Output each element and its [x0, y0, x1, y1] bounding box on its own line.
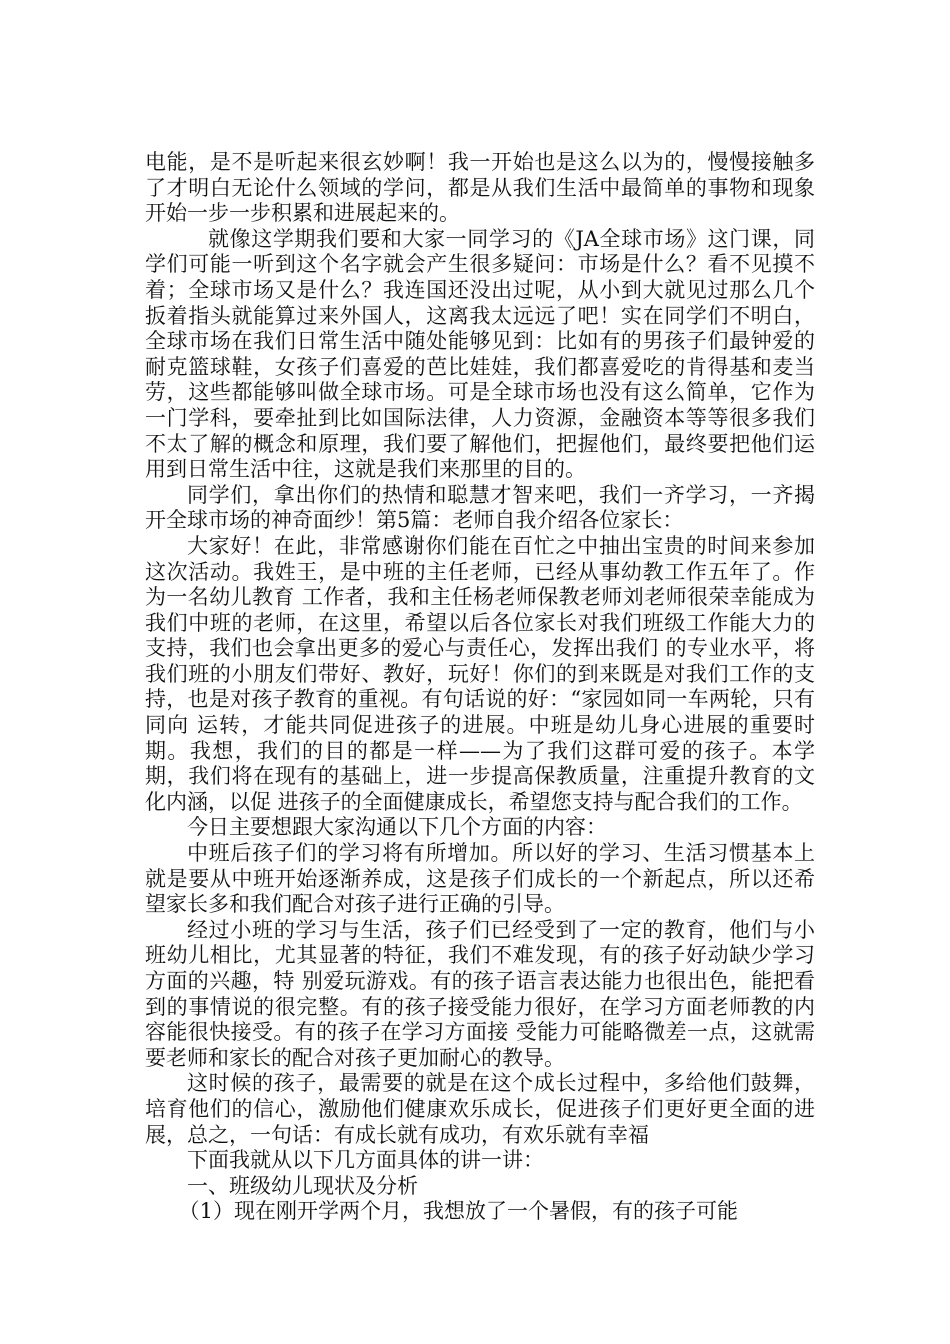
- paragraph-6: 中班后孩子们的学习将有所增加。所以好的学习、生活习惯基本上就是要从中班开始逐渐养成，这是孩子们成长的一个新起点，所以还希望家长多和我们配合对孩子进行正确的引导。: [145, 841, 815, 917]
- paragraph-5: 今日主要想跟大家沟通以下几个方面的内容：: [187, 815, 607, 840]
- paragraph-2: 就像这学期我们要和大家一同学习的《JA全球市场》这门课，同学们可能一听到这个名字就会产生很多疑问：市场是什么？看不见摸不着；全球市场又是什么？我连国还没出过呢，从小到大就见过那么几个扳着指头就能算过来外国人，这离我太远远了吧！实在同学们不明白，全球市场在我们日常生活中随处能够见到：比如有的男孩子们最钟爱的耐克篮球鞋，女孩子们喜爱的芭比娃娃，我们都喜爱吃的肯得基和麦当劳，这些都能够叫做全球市场。可是全球市场也没有这么简单，它作为一门学科，要牵扯到比如国际法律，人力资源，金融资本等等很多我们不太了解的概念和原理，我们要了解他们，把握他们，最终要把他们运用到日常生活中往，这就是我们来那里的目的。: [145, 226, 815, 482]
- paragraph-11: （1）现在刚开学两个月，我想放了一个暑假，有的孩子可能: [178, 1199, 738, 1224]
- paragraph-4: 大家好！在此，非常感谢你们能在百忙之中抽出宝贵的时间来参加这次活动。我姓王，是中班的主任老师，已经从事幼教工作五年了。作为一名幼儿教育 工作者，我和主任杨老师保教老师刘老师很荣幸能成为我们中班的老师，在这里，希望以后各位家长对我们班级工作能大力的支持，我们也会拿出更多的爱心与责任心，发挥出我们 的专业水平，将我们班的小朋友们带好、教好，玩好！你们的到来既是对我们工作的支持，也是对孩子教育的重视。有句话说的好：“家园如同一车两轮，只有同向 运转，才能共同促进孩子的进展。中班是幼儿身心进展的重要时期。我想，我们的目的都是一样——为了我们这群可爱的孩子。本学期，我们将在现有的基础上，进一步提高保教质量，注重提升教育的文化内涵，以促 进孩子的全面健康成长，希望您支持与配合我们的工作。: [145, 533, 815, 814]
- paragraph-10: 一、班级幼儿现状及分析: [187, 1173, 418, 1198]
- paragraph-3: 同学们，拿出你们的热情和聪慧才智来吧，我们一齐学习，一齐揭开全球市场的神奇面纱！第5篇：老师自我介绍各位家长：: [145, 482, 815, 533]
- document-page: [145, 150, 815, 1225]
- paragraph-7: 经过小班的学习与生活，孩子们已经受到了一定的教育，他们与小班幼儿相比，尤其显著的特征，我们不难发现，有的孩子好动缺少学习方面的兴趣，特 别爱玩游戏。有的孩子语言表达能力也很出色，能把看到的事情说的很完整。有的孩子接受能力很好，在学习方面老师教的内容能很快接受。有的孩子在学习方面接 受能力可能略微差一点，这就需要老师和家长的配合对孩子更加耐心的教导。: [145, 917, 815, 1070]
- paragraph-8: 这时候的孩子，最需要的就是在这个成长过程中，多给他们鼓舞，培育他们的信心，激励他们健康欢乐成长，促进孩子们更好更全面的进展，总之，一句话：有成长就有成功，有欢乐就有幸福: [145, 1071, 815, 1147]
- paragraph-1: 电能，是不是听起来很玄妙啊！我一开始也是这么以为的，慢慢接触多了才明白无论什么领域的学问，都是从我们生活中最简单的事物和现象开始一步一步积累和进展起来的。: [145, 150, 815, 226]
- paragraph-9: 下面我就从以下几方面具体的讲一讲：: [187, 1148, 544, 1173]
